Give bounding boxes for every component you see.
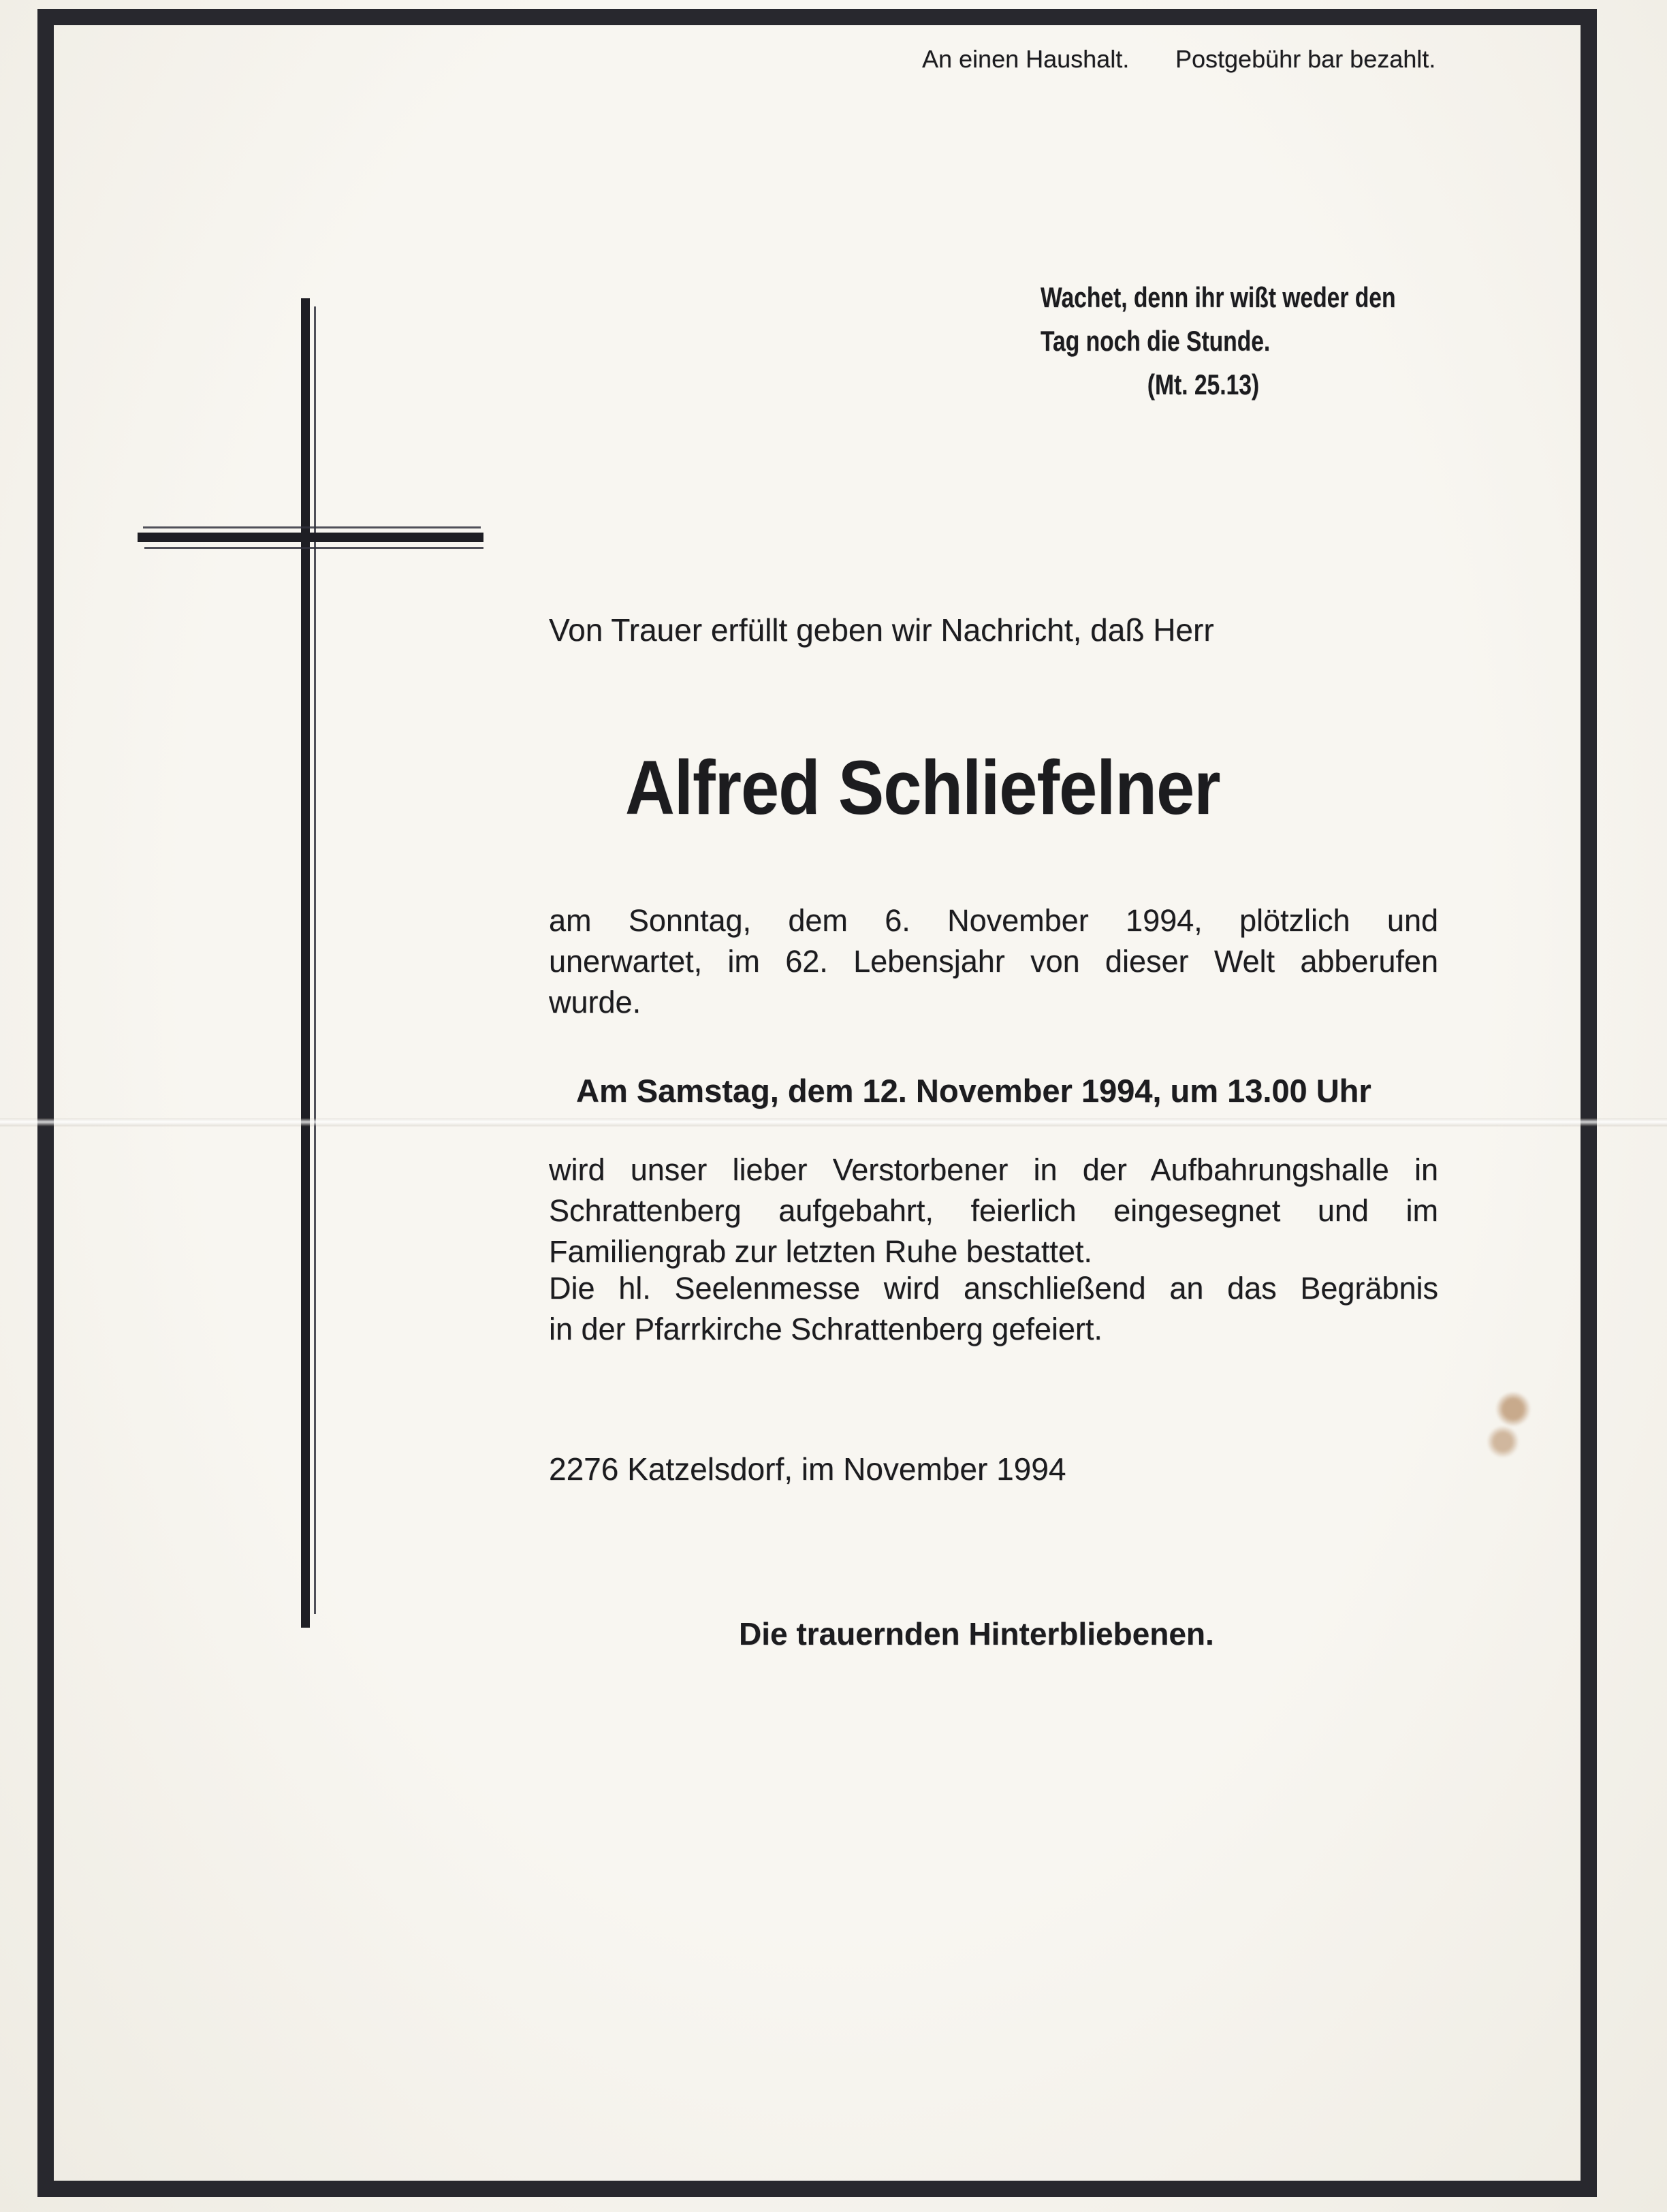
- cross-vertical-bar: [301, 298, 310, 1628]
- scripture-quote-line: Wachet, denn ihr wißt weder den: [1041, 281, 1396, 313]
- postal-note-postage: Postgebühr bar bezahlt.: [1175, 45, 1436, 73]
- funeral-details-paragraph: [549, 1150, 1438, 1272]
- paragraph-line: wurde.: [549, 985, 641, 1020]
- paper-stain: [1495, 1392, 1531, 1426]
- paragraph-line: wird unser lieber Verstorbener in der Aufbahrungshalle in: [549, 1152, 1438, 1187]
- scripture-citation: (Mt. 25.13): [1147, 368, 1260, 400]
- deceased-name: Alfred Schliefelner: [625, 745, 1220, 830]
- fold-crease: [0, 1118, 1667, 1126]
- cross-horizontal-hairline-top: [143, 526, 481, 528]
- place-and-date: 2276 Katzelsdorf, im November 1994: [549, 1451, 1066, 1487]
- closing-signature: Die trauernden Hinterbliebenen.: [739, 1616, 1214, 1652]
- paragraph-line: Schrattenberg aufgebahrt, feierlich eingesegnet und im: [549, 1193, 1438, 1228]
- cross-horizontal-hairline-bottom: [144, 547, 483, 549]
- cross-vertical-hairline: [314, 306, 316, 1614]
- cross-horizontal-bar: [138, 533, 483, 542]
- scripture-quote-line: Tag noch die Stunde.: [1041, 325, 1271, 357]
- paragraph-line: Familiengrab zur letzten Ruhe bestattet.: [549, 1234, 1092, 1269]
- paragraph-line: Die hl. Seelenmesse wird anschließend an das Begräbnis: [549, 1271, 1438, 1306]
- requiem-paragraph: [549, 1268, 1438, 1350]
- paragraph-line: am Sonntag, dem 6. November 1994, plötzlich und: [549, 903, 1438, 938]
- paragraph-line: in der Pfarrkirche Schrattenberg gefeiert.: [549, 1312, 1102, 1346]
- funeral-datetime: Am Samstag, dem 12. November 1994, um 13.00 Uhr: [576, 1073, 1371, 1109]
- announcement-intro: Von Trauer erfüllt geben wir Nachricht, daß Herr: [549, 612, 1214, 648]
- death-announcement-paragraph: [549, 900, 1438, 1023]
- scripture-quote: [1041, 276, 1395, 407]
- paper-stain: [1487, 1425, 1519, 1459]
- paragraph-line: unerwartet, im 62. Lebensjahr von dieser Welt abberufen: [549, 944, 1438, 979]
- postal-note-household: An einen Haushalt.: [922, 45, 1130, 73]
